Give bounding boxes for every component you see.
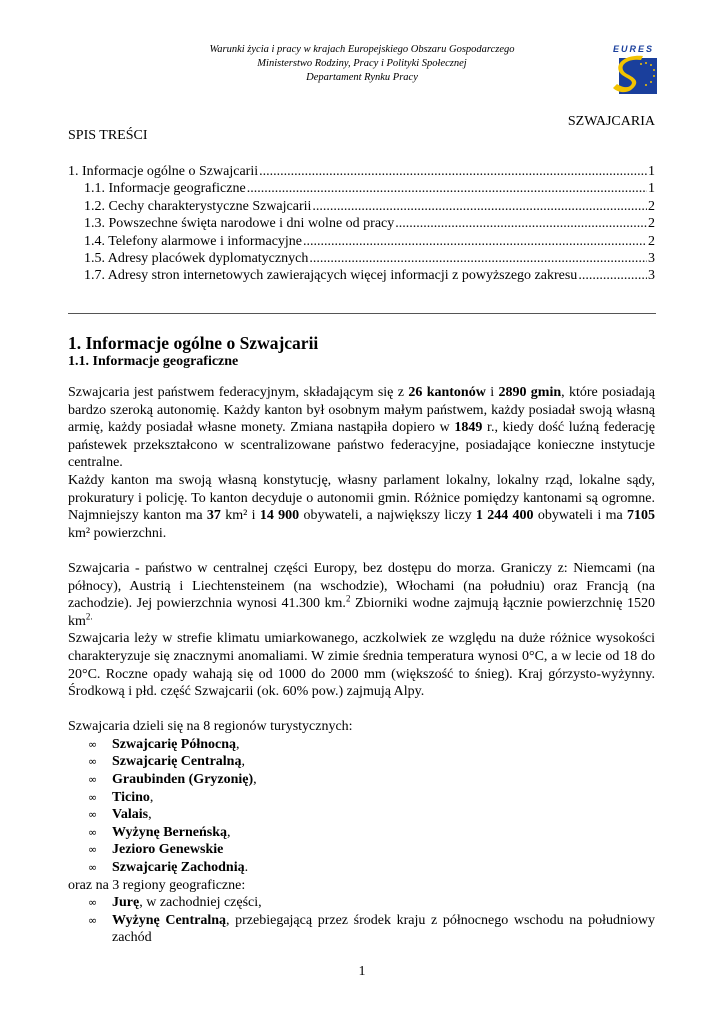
toc-leader (259, 163, 647, 180)
region-name: Graubinden (Gryzonię) (112, 772, 254, 788)
text-run: Szwajcaria jest państwem federacyjnym, składającym się z (68, 385, 409, 400)
text-run: km² powierzchni. (68, 525, 167, 541)
toc-leader (247, 180, 647, 197)
toc-entry-label: 1.7. Adresy stron internetowych zawierających więcej informacji z powyższego zakresu (84, 268, 578, 284)
toc-entry-label: 1.4. Telefony alarmowe i informacyjne (84, 233, 303, 249)
bullet-icon: ∞ (88, 808, 98, 822)
geographic-regions-list (68, 894, 655, 947)
list-item (88, 789, 655, 807)
section-divider (68, 313, 656, 314)
text-bold: 2890 gmin (498, 385, 562, 400)
bullet-icon: ∞ (88, 755, 98, 769)
bullet-icon: ∞ (88, 913, 98, 927)
toc-entry-label: 1.1. Informacje geograficzne (84, 181, 246, 197)
region-name: Szwajcarię Północną (112, 736, 237, 752)
region-name: Szwajcarię Zachodnią (112, 860, 245, 876)
bullet-icon: ∞ (88, 861, 98, 875)
toc-entry-page: 3 (648, 268, 655, 284)
text-bold: 26 kantonów (408, 385, 486, 400)
toc-entry[interactable] (68, 180, 655, 197)
toc-entry[interactable] (68, 215, 655, 232)
text-run: , w zachodniej części, (139, 895, 262, 911)
country-name: SZWAJCARIA (567, 114, 655, 129)
bullet-icon: ∞ (88, 737, 98, 751)
text-run: km² i (220, 508, 260, 524)
toc-entry-page: 2 (648, 233, 655, 249)
header-line-3: Departament Rynku Pracy (306, 72, 418, 83)
list-item (88, 806, 655, 824)
eures-logo-icon (611, 50, 659, 96)
list-item (88, 841, 655, 859)
paragraph-federation (68, 384, 655, 472)
tourist-regions-list (68, 736, 655, 877)
bullet-icon: ∞ (88, 790, 98, 804)
toc-entry-page: 2 (648, 198, 655, 214)
list-item (88, 753, 655, 771)
text-run: , (149, 789, 154, 805)
toc-entry-label: 1.3. Powszechne święta narodowe i dni wolne od pracy (84, 216, 395, 232)
list-item (88, 771, 655, 789)
toc-leader (303, 233, 647, 250)
region-name: Szwajcarię Centralną (112, 754, 242, 770)
paragraph-cantons (68, 472, 655, 542)
paragraph-climate: Szwajcaria leży w strefie klimatu umiarkowanego, aczkolwiek ze względu na duże różnice wysokości charakteryzuje się znacznymi anomaliami. W zimie średnia temperatura wynosi 0°C, a w lecie od 18 do 20°C. Roczne opady wahają się od 1000 do 2000 mm (większość to śnieg). Kraj górzysto-wyżynny. Środkową i płd. część Szwajcarii (ok. 60% pow.) zajmują Alpy. (68, 631, 655, 700)
text-bold: 1849 (454, 420, 483, 436)
list-item (88, 894, 655, 912)
text-bold: 7105 (627, 508, 656, 524)
toc-entry-page: 1 (648, 164, 655, 179)
region-name: Ticino (112, 789, 150, 805)
subsection-heading: 1.1. Informacje geograficzne (68, 354, 239, 369)
toc-entry-page: 2 (648, 216, 655, 232)
list-item (88, 859, 655, 877)
toc-entry-label: 1.2. Cechy charakterystyczne Szwajcarii (84, 198, 312, 214)
text-run: obywateli i ma (533, 508, 628, 524)
section-heading: 1. Informacje ogólne o Szwajcarii (68, 333, 319, 353)
toc-entry-page: 1 (648, 181, 655, 197)
text-run: , (226, 824, 231, 840)
page-number: 1 (358, 964, 366, 979)
region-name: Wyżynę Centralną (112, 912, 226, 928)
superscript: 2. (85, 611, 93, 622)
text-bold: 1 244 400 (475, 508, 534, 524)
region-name: Jurę (112, 895, 140, 911)
bullet-icon: ∞ (88, 843, 98, 857)
text-run: Każdy kanton ma swoją własną konstytucję, własny parlament lokalny, lokalny rząd, lokalne sądy, prokuratury i policję. To kanton decyduje o autonomii gmin. Różnice pomiędzy kantonami są ogromne. Najmniejszy kanton ma (68, 472, 655, 524)
bullet-icon: ∞ (88, 773, 98, 787)
toc-entry[interactable] (68, 233, 655, 250)
text-run: . (244, 860, 249, 876)
toc-entry[interactable] (68, 267, 655, 284)
region-name: Valais (112, 807, 149, 823)
toc-entry[interactable] (68, 250, 655, 267)
toc-entry-label: 1.5. Adresy placówek dyplomatycznych (84, 251, 309, 267)
toc-entry[interactable] (68, 163, 655, 180)
bullet-icon: ∞ (88, 896, 98, 910)
table-of-contents (68, 163, 655, 285)
toc-leader (309, 250, 647, 267)
text-run: , które posiadają bardzo szeroką autonomię. Każdy kanton był osobnym małym państwem, każdy posiadał swoją własną armię, każdy posiadał własne monety. Zmiana nastąpiła dopiero w (68, 385, 655, 436)
text-run: , przebiegającą przez środek kraju z północnego wschodu na południowy zachód (112, 912, 655, 946)
text-run: Zbiorniki wodne zajmują łącznie powierzchnię 1520 km (68, 596, 656, 629)
text-run: r., kiedy dość luźną federację państewek przekształcono w scentralizowane państwo federacyjne, posiadające konieczne instytucje centralne. (68, 420, 655, 471)
superscript: 2 (345, 593, 351, 604)
text-run: Szwajcaria - państwo w centralnej części Europy, bez dostępu do morza. Graniczy z: Niemcami (na północy), Austrią i Liechtensteinem (na wschodzie), Włochami (na południu) oraz Francją (na zachodzie). Jej powierzchnia wynosi 41.300 km. (68, 560, 655, 612)
text-run: obywateli, a największy liczy (299, 508, 476, 524)
text-run: , (236, 736, 240, 752)
toc-leader (395, 215, 647, 232)
paragraph-location (68, 560, 655, 630)
regions-intro: Szwajcaria dzieli się na 8 regionów turystycznych: (68, 719, 353, 735)
text-run: i (485, 385, 499, 400)
list-item (88, 912, 655, 947)
toc-entry-label: 1. Informacje ogólne o Szwajcarii (68, 164, 259, 179)
text-bold: 37 (206, 508, 221, 524)
toc-leader (312, 198, 647, 215)
toc-leader (578, 267, 647, 284)
text-run: , (241, 754, 245, 770)
header-line-2: Ministerstwo Rodziny, Pracy i Polityki Społecznej (257, 58, 467, 69)
geo-intro: oraz na 3 regiony geograficzne: (68, 877, 246, 893)
document-body (68, 384, 655, 947)
header-line-1: Warunki życia i pracy w krajach Europejskiego Obszaru Gospodarczego (209, 44, 515, 55)
toc-entry-page: 3 (648, 251, 655, 267)
text-bold: 14 900 (259, 508, 300, 524)
text-run: , (253, 772, 257, 788)
region-name: Wyżynę Berneńską (112, 824, 227, 840)
text-run: , (148, 807, 152, 823)
toc-entry[interactable] (68, 198, 655, 215)
region-name: Jezioro Genewskie (112, 842, 224, 858)
eures-logo-text: EURES (613, 44, 655, 54)
list-item (88, 824, 655, 842)
bullet-icon: ∞ (88, 825, 98, 839)
list-item (88, 736, 655, 754)
toc-title: SPIS TREŚCI (68, 128, 148, 143)
